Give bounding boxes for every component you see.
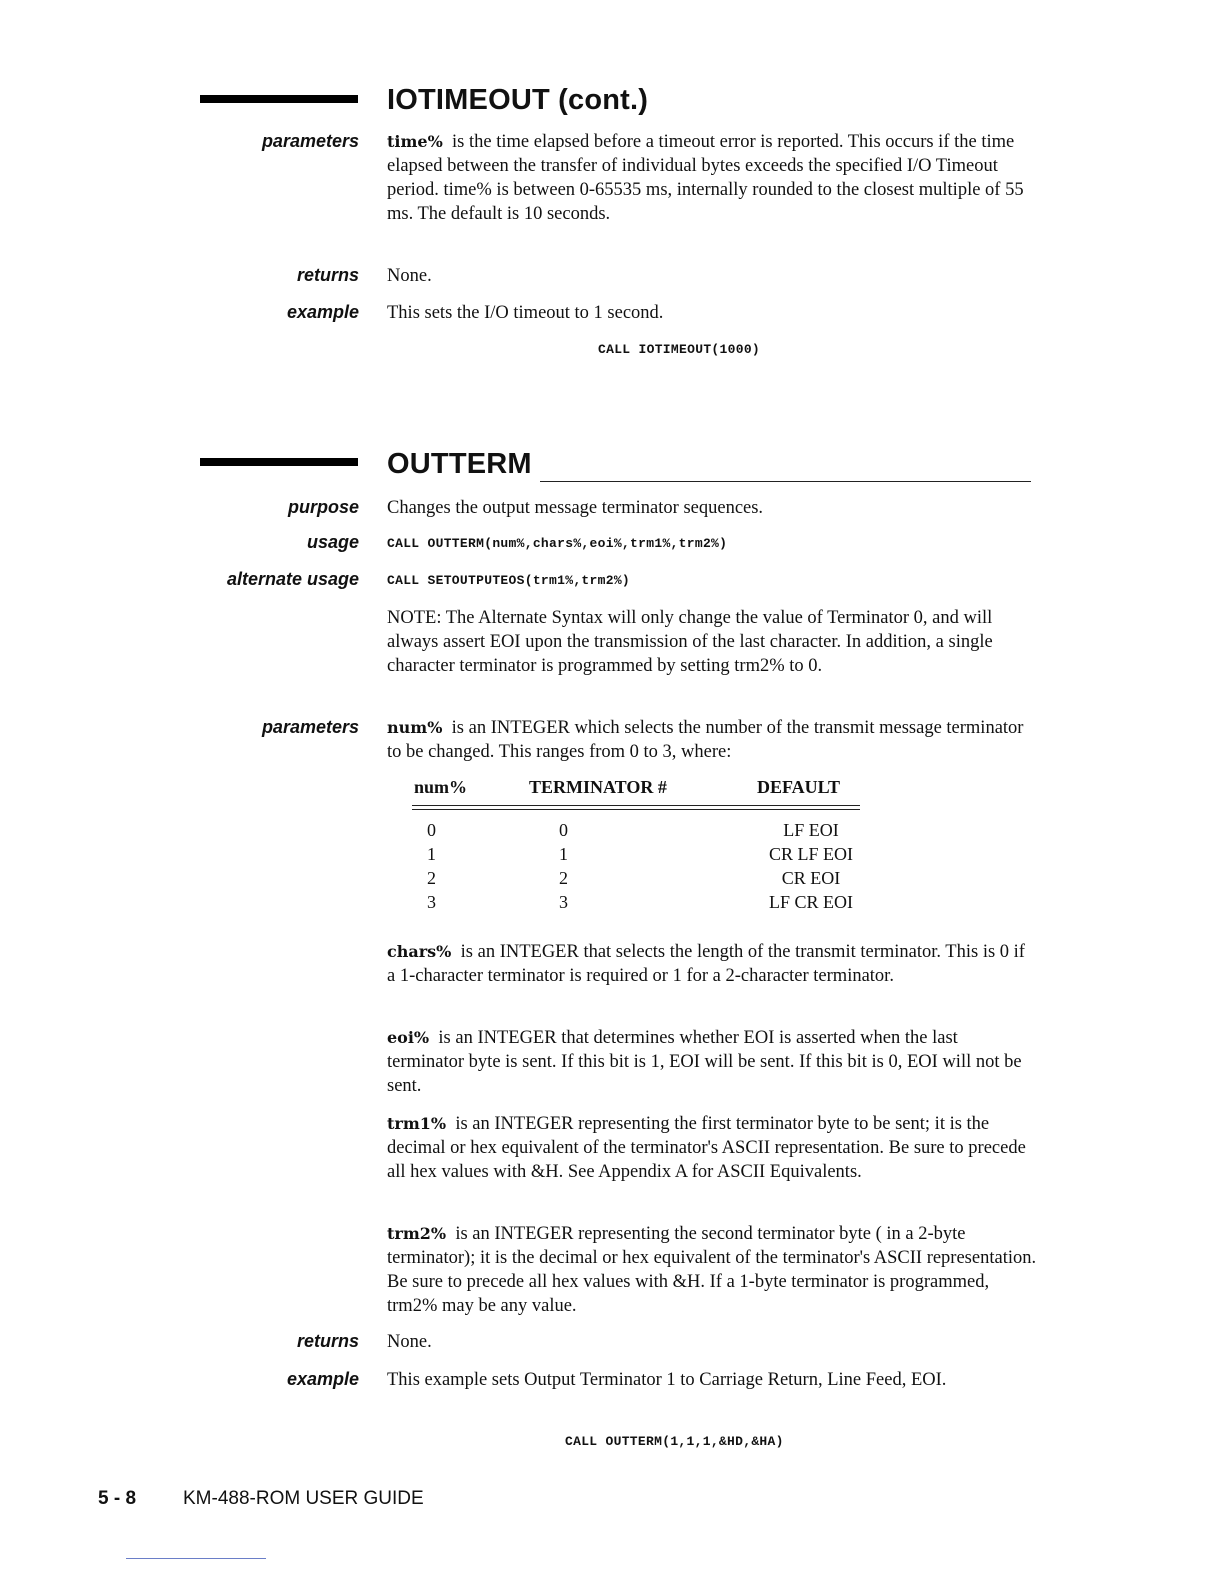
table-header: num%	[414, 777, 468, 797]
example-code: CALL OUTTERM(1,1,1,&HD,&HA)	[565, 1434, 784, 1449]
param-term: trm1%	[387, 1114, 447, 1133]
param-text: is an INTEGER that selects the length of the transmit terminator. This is 0 if a 1-character terminator is required or 1 for a 2-character terminator.	[387, 942, 1025, 986]
note-text: NOTE: The Alternate Syntax will only change the value of Terminator 0, and will always assert EOI upon the transmission of the last character. In addition, a single character terminator is programmed by setting trm2% to 0.	[387, 608, 993, 676]
returns-text: None.	[387, 1332, 432, 1352]
returns-label: returns	[296, 265, 359, 285]
page-edge-mark	[126, 1558, 266, 1559]
param-term: eoi%	[387, 1028, 430, 1047]
example-text: This sets the I/O timeout to 1 second.	[387, 303, 664, 323]
alternate-usage-label: alternate usage	[226, 569, 359, 589]
param-term: chars%	[387, 942, 452, 961]
eoi-param-description	[387, 1026, 1037, 1098]
table-rule	[412, 809, 860, 810]
param-text: is an INTEGER which selects the number of the transmit message terminator to be changed. This ranges from 0 to 3, where:	[387, 718, 1024, 762]
returns-label: returns	[296, 1331, 359, 1351]
table-cell: LF EOI	[783, 820, 839, 840]
param-text: is an INTEGER representing the first terminator byte to be sent; it is the decimal or hex equivalent of the terminator's ASCII representation. Be sure to precede all hex values with &H. See Appendix A for ASCII Equivalents.	[387, 1114, 1026, 1182]
table-cell: 1	[559, 844, 568, 864]
example-label: example	[286, 1369, 359, 1389]
table-cell: 0	[427, 820, 436, 840]
example-label: example	[286, 302, 359, 322]
time-param-description	[387, 130, 1037, 226]
table-cell: 3	[427, 892, 436, 912]
example-text: This example sets Output Terminator 1 to Carriage Return, Line Feed, EOI.	[387, 1370, 947, 1390]
usage-label: usage	[306, 532, 359, 552]
chars-param-description	[387, 940, 1037, 988]
page-number: 5 - 8	[98, 1488, 137, 1509]
usage-code: CALL OUTTERM(num%,chars%,eoi%,trm1%,trm2%)	[387, 536, 728, 551]
table-cell: 2	[559, 868, 568, 888]
table-rule	[412, 805, 860, 806]
param-text: is an INTEGER that determines whether EOI is asserted when the last terminator byte is sent. If this bit is 1, EOI will be sent. If this bit is 0, EOI will not be sent.	[387, 1028, 1022, 1096]
section-marker-bar	[200, 458, 358, 466]
example-code: CALL IOTIMEOUT(1000)	[598, 342, 761, 357]
table-cell: LF CR EOI	[768, 892, 853, 912]
table-cell: 3	[559, 892, 568, 912]
table-cell: 1	[427, 844, 436, 864]
alternate-usage-code: CALL SETOUTPUTEOS(trm1%,trm2%)	[387, 573, 631, 588]
guide-title: KM-488-ROM USER GUIDE	[183, 1488, 424, 1509]
section-title: IOTIMEOUT (cont.)	[387, 84, 649, 116]
parameters-label: parameters	[261, 717, 359, 737]
title-underline	[540, 481, 1031, 482]
param-term: num%	[387, 718, 443, 737]
param-text: is the time elapsed before a timeout error is reported. This occurs if the time elapsed between the transfer of individual bytes exceeds the specified I/O Timeout period. time% is between 0-65535 ms, internally rounded to the closest multiple of 55 ms. The default is 10 seconds.	[387, 132, 1024, 224]
param-text: is an INTEGER representing the second terminator byte ( in a 2-byte terminator); it is the decimal or hex equivalent of the terminator's ASCII representation. Be sure to precede all hex values with &H. If a 1-byte terminator is programmed, trm2% may be any value.	[387, 1224, 1037, 1316]
purpose-label: purpose	[287, 497, 359, 517]
table-cell: CR EOI	[781, 868, 841, 888]
purpose-text: Changes the output message terminator sequences.	[387, 498, 764, 518]
section-marker-bar	[200, 95, 358, 103]
table-cell: CR LF EOI	[768, 844, 853, 864]
table-header: DEFAULT	[757, 777, 841, 797]
parameters-label: parameters	[261, 131, 359, 151]
param-term: time%	[387, 132, 443, 151]
returns-text: None.	[387, 266, 432, 286]
trm2-param-description	[387, 1222, 1037, 1318]
section-title: OUTTERM	[387, 448, 532, 480]
param-term: trm2%	[387, 1224, 447, 1243]
table-header: TERMINATOR #	[529, 777, 667, 797]
table-cell: 0	[559, 820, 568, 840]
num-param-description	[387, 716, 1037, 764]
table-cell: 2	[427, 868, 436, 888]
trm1-param-description	[387, 1112, 1037, 1184]
